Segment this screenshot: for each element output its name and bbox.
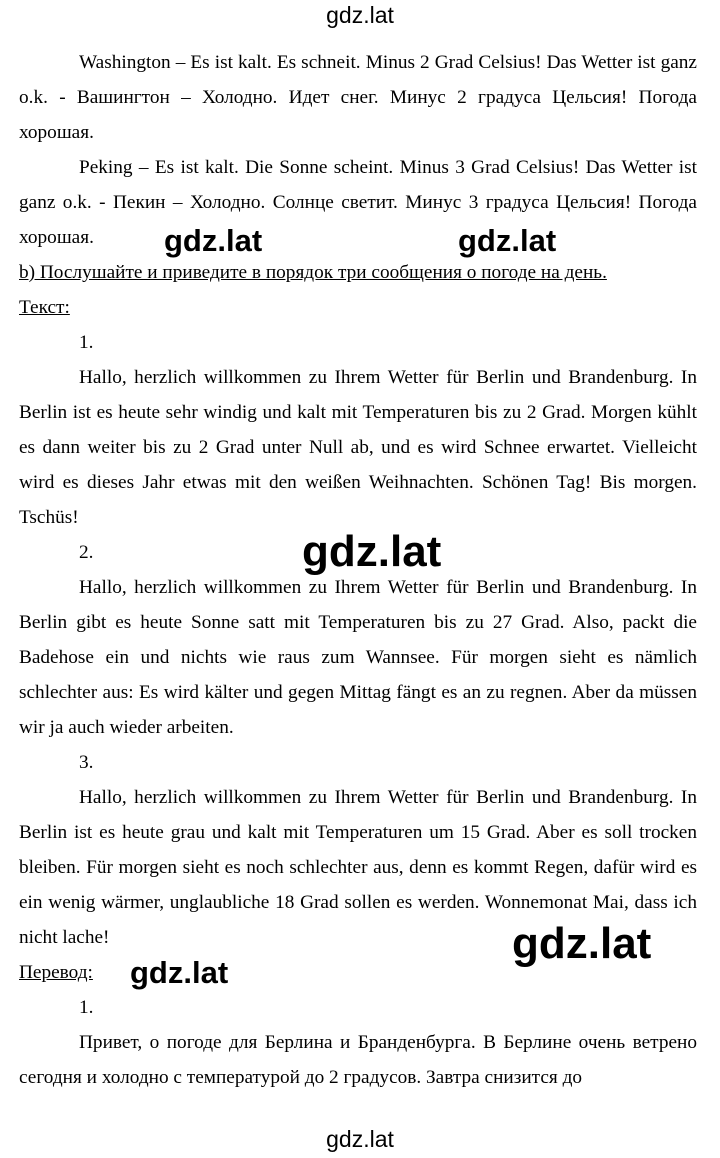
message-number: 3.: [79, 752, 94, 773]
intro-washington: Washington – Es ist kalt. Es schneit. Minus 2 Grad Celsius! Das Wetter ist ganz o.k. - Вашингтон – Холодно. Идет снег. Минус 2 градуса Цельсия! Погода хорошая.: [19, 52, 697, 143]
watermark: gdz.lat: [160, 225, 266, 256]
watermark: gdz.lat: [298, 530, 445, 574]
message-text: Hallo, herzlich willkommen zu Ihrem Wetter für Berlin und Brandenburg. In Berlin ist es heute grau und kalt mit Temperaturen um 15 Grad. Aber es soll trocken bleiben. Für morgen sieht es noch schlechter aus, denn es kommt Regen, dafür wird es ein wenig wärmer, unglaubliche 18 Grad sollen es werden. Wonnemonat Mai, dass ich nicht lache!: [19, 787, 697, 948]
task-b-heading: b) Послушайте и приведите в порядок три сообщения о погоде на день.: [19, 262, 607, 283]
watermark: gdz.lat: [508, 922, 655, 966]
footer-site: gdz.lat: [326, 1126, 394, 1152]
header-site: gdz.lat: [326, 2, 394, 28]
translation-label: Перевод:: [19, 962, 93, 983]
message-text: Hallo, herzlich willkommen zu Ihrem Wetter für Berlin und Brandenburg. In Berlin ist es heute sehr windig und kalt mit Temperaturen bis zu 2 Grad. Morgen kühlt es dann weiter bis zu 2 Grad unter Null ab, und es wird Schnee erwartet. Vielleicht wird es dieses Jahr etwas mit den weißen Weihnachten. Schönen Tag! Bis morgen. Tschüs!: [19, 367, 697, 528]
message-number: 1.: [79, 332, 94, 353]
translation-text: Привет, о погоде для Берлина и Бранденбурга. В Берлине очень ветрено сегодня и холодно с температурой до 2 градусов. Завтра снизится до: [19, 1032, 697, 1088]
message-text: Hallo, herzlich willkommen zu Ihrem Wetter für Berlin und Brandenburg. In Berlin gibt es heute Sonne satt mit Temperaturen bis zu 27 Grad. Also, packt die Badehose ein und nichts wie raus zum Wannsee. Für morgen sieht es nämlich schlechter aus: Es wird kälter und gegen Mittag fängt es an zu regnen. Aber da müssen wir ja auch wieder arbeiten.: [19, 577, 697, 738]
watermark: gdz.lat: [454, 225, 560, 256]
text-label: Текст:: [19, 297, 70, 318]
translation-number: 1.: [79, 997, 94, 1018]
watermark: gdz.lat: [126, 957, 232, 988]
intro-peking: Peking – Es ist kalt. Die Sonne scheint. Minus 3 Grad Celsius! Das Wetter ist ganz o.k. - Пекин – Холодно. Солнце светит. Минус 3 градуса Цельсия! Погода хорошая.: [19, 157, 697, 248]
message-number: 2.: [79, 542, 94, 563]
